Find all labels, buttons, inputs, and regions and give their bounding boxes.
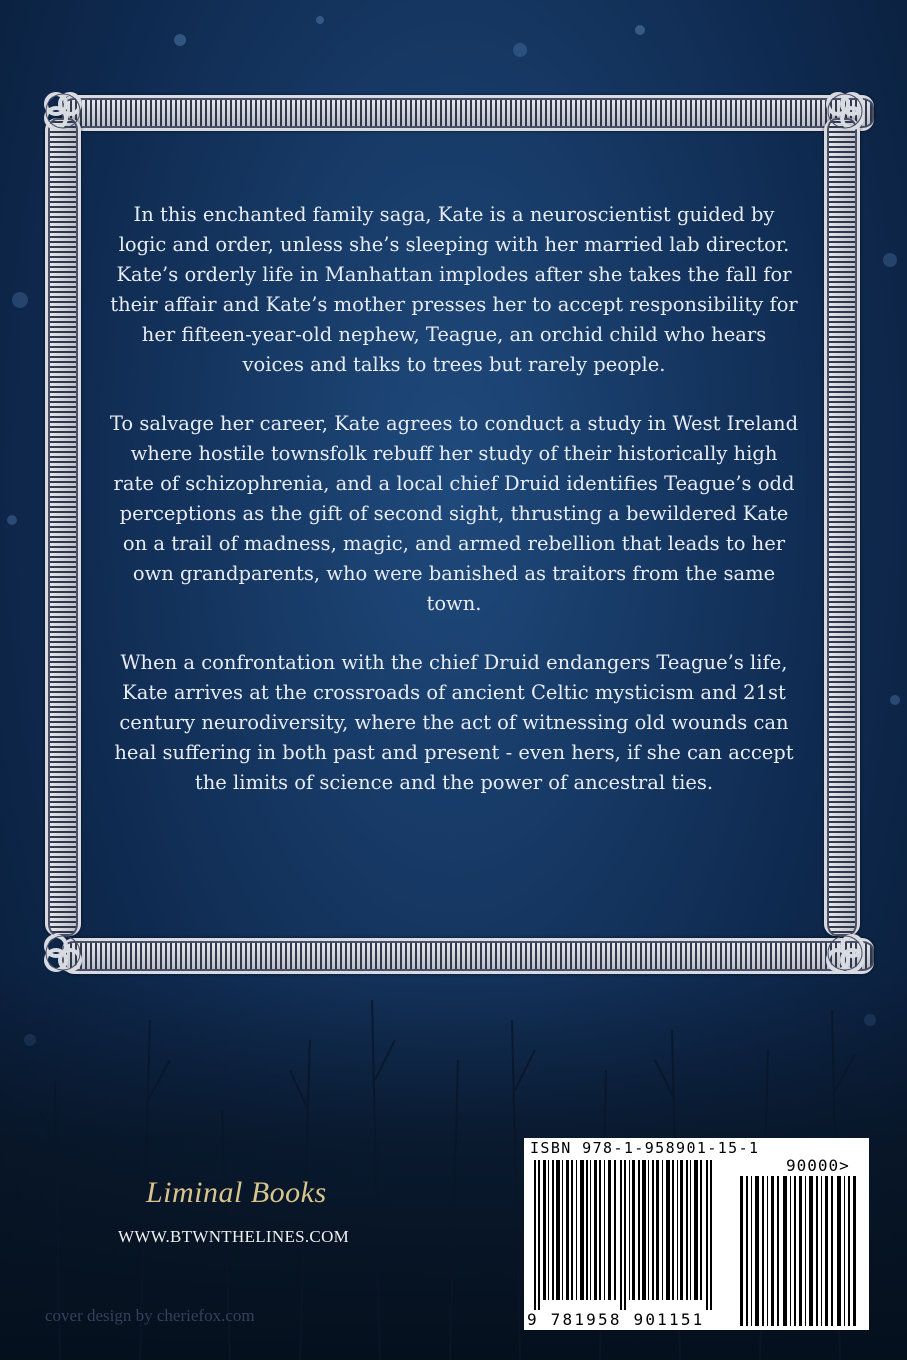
addon-barcode-bars (736, 1176, 864, 1326)
barcode-bars (528, 1160, 728, 1310)
description-paragraph-2: To salvage her career, Kate agrees to conduct a study in West Ireland where hostile townsfolk rebuff her study of their historically high rate of schizophrenia, and a local chief Druid identifies Teague’s odd perceptions as the gift of second sight, thrusting a bewildered Kate on a trail of madness, magic, and armed rebellion that leads to her own grandparents, who were banished as traitors from the same town. (109, 412, 799, 615)
description-paragraph-1: In this enchanted family saga, Kate is a neuroscientist guided by logic and order, unless she’s sleeping with her married lab director. Kate’s orderly life in Manhattan implodes after she takes the fall for their affair and Kate’s mother presses her to accept responsibility for her fifteen-year-old nephew, Teague, an orchid child who hears voices and talks to trees but rarely people. (110, 203, 798, 376)
publisher-url[interactable]: WWW.BTWNTHELINES.COM (118, 1227, 350, 1246)
publisher-logo: Liminal Books (146, 1176, 327, 1209)
celtic-knot-icon (40, 88, 86, 134)
frame-right (824, 118, 860, 936)
frame-top (62, 95, 874, 131)
frame-left (45, 118, 81, 936)
isbn-barcode (524, 1138, 869, 1330)
barcode-digits: 9 781958 901151 (527, 1310, 705, 1329)
cover-design-credit: cover design by cheriefox.com (45, 1306, 255, 1325)
celtic-knot-icon (822, 930, 868, 976)
book-description (108, 200, 800, 827)
isbn-label: ISBN 978-1-958901-15-1 (530, 1139, 760, 1157)
celtic-knot-icon (822, 88, 868, 134)
price-code: 90000> (786, 1156, 850, 1175)
celtic-knot-icon (40, 930, 86, 976)
description-paragraph-3: When a confrontation with the chief Druid endangers Teague’s life, Kate arrives at the crossroads of ancient Celtic mysticism and 21st century neurodiversity, where the act of witnessing old wounds can heal suffering in both past and present - even hers, if she can accept the limits of science and the power of ancestral ties. (114, 651, 794, 794)
frame-bottom (62, 938, 874, 974)
